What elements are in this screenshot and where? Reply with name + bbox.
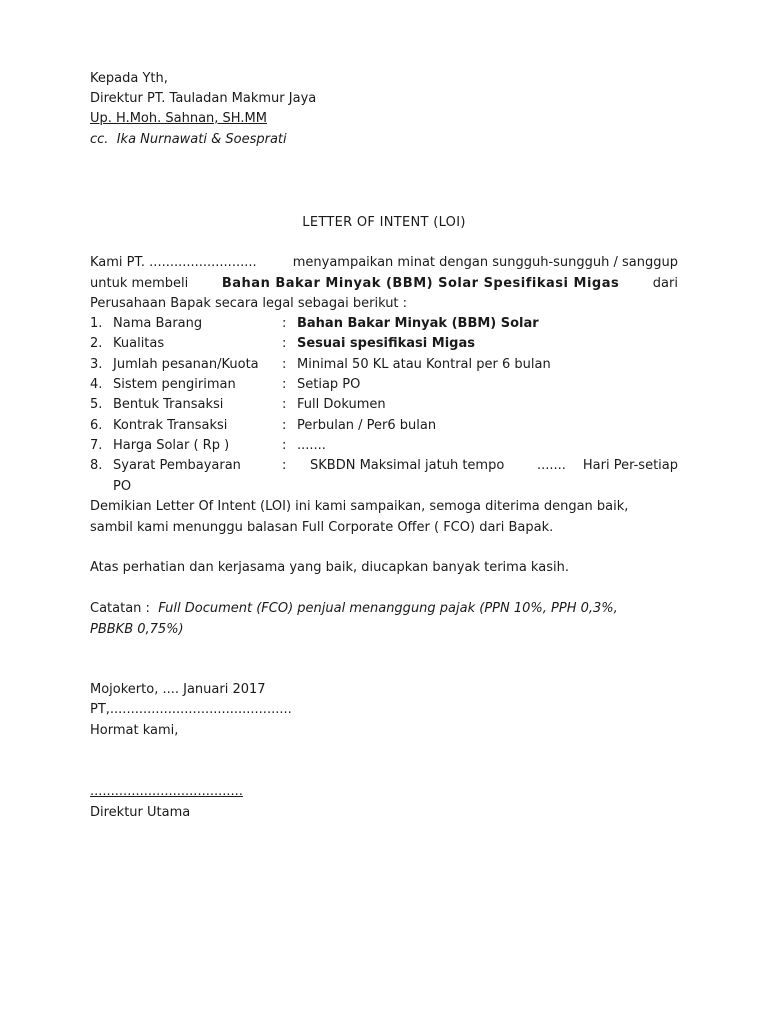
closing-line-1: Demikian Letter Of Intent (LOI) ini kami sampaikan, semoga diterima dengan baik, [90,499,629,514]
item-row-4 [0,375,768,395]
item-value-per: Hari Per-setiap [582,458,678,473]
item-number: 1. [90,316,103,331]
item-number: 4. [90,377,103,392]
item-row-5 [0,395,768,415]
regards: Hormat kami, [90,723,179,738]
intro-from: dari [652,276,678,291]
item-value-days: ....... [537,458,566,473]
note-line-1 [90,599,618,619]
item-row-2 [0,334,768,354]
intro-company-placeholder: Kami PT. .......................... [90,255,257,270]
note-text: Full Document (FCO) penjual menanggung pajak (PPN 10%, PPH 0,3%, [158,601,618,616]
company-placeholder: PT,............................................ [90,702,292,717]
item-colon: : [282,357,287,372]
item-row-8 [0,456,768,476]
item-colon: : [282,316,287,331]
item-label: Kualitas [113,336,165,351]
item-value: Perbulan / Per6 bulan [297,418,437,433]
item-number: 6. [90,418,103,433]
item-label: Sistem pengiriman [113,377,236,392]
item-number: 7. [90,438,103,453]
item-number: 8. [90,458,103,473]
item-colon: : [282,418,287,433]
intro-purchase-text: untuk membeli [90,276,189,291]
item-colon: : [282,438,287,453]
recipient-director: Direktur PT. Tauladan Makmur Jaya [90,91,317,106]
signature-line: ..................................... [90,784,243,799]
intro-statement: menyampaikan minat dengan sungguh-sungguh / sanggup [292,255,678,270]
item-value: Setiap PO [297,377,361,392]
item-value-terms: SKBDN Maksimal jatuh tempo [310,458,505,473]
item-value: ....... [297,438,326,453]
intro-product: Bahan Bakar Minyak (BBM) Solar Spesifikasi Migas [221,276,620,291]
item-colon: : [282,377,287,392]
note-line-2: PBBKB 0,75%) [90,622,184,637]
intro-line-2 [90,274,678,294]
item-row-6 [0,416,768,436]
recipient-greeting: Kepada Yth, [90,71,168,86]
item-value: Minimal 50 KL atau Kontral per 6 bulan [297,357,551,372]
item-label: Jumlah pesanan/Kuota [113,357,259,372]
item-8-continuation: PO [113,479,132,494]
item-label: Syarat Pembayaran [113,458,241,473]
item-value: Full Dokumen [297,397,386,412]
item-label: Bentuk Transaksi [113,397,224,412]
item-row-7 [0,436,768,456]
intro-line-3: Perusahaan Bapak secara legal sebagai berikut : [90,296,408,311]
item-row-1 [0,314,768,334]
item-colon: : [282,397,287,412]
item-label: Kontrak Transaksi [113,418,228,433]
item-number: 2. [90,336,103,351]
closing-line-2: sambil kami menunggu balasan Full Corporate Offer ( FCO) dari Bapak. [90,520,554,535]
intro-line-1 [90,253,678,273]
item-label: Harga Solar ( Rp ) [113,438,230,453]
closing-thanks: Atas perhatian dan kerjasama yang baik, diucapkan banyak terima kasih. [90,560,569,575]
item-colon: : [282,458,287,473]
place-date: Mojokerto, .... Januari 2017 [90,682,266,697]
item-colon: : [282,336,287,351]
item-value: Sesuai spesifikasi Migas [297,336,475,351]
item-row-3 [0,355,768,375]
item-number: 3. [90,357,103,372]
item-value: Bahan Bakar Minyak (BBM) Solar [297,316,539,331]
recipient-cc [90,130,287,150]
recipient-attention: Up. H.Moh. Sahnan, SH.MM [90,111,267,126]
item-label: Nama Barang [113,316,203,331]
item-number: 5. [90,397,103,412]
cc-prefix: cc. [90,132,109,147]
letter-title: LETTER OF INTENT (LOI) [302,215,466,230]
cc-names: Ika Nurnawati & Soesprati [116,132,287,147]
note-label: Catatan : [90,601,150,616]
signer-position: Direktur Utama [90,805,191,820]
